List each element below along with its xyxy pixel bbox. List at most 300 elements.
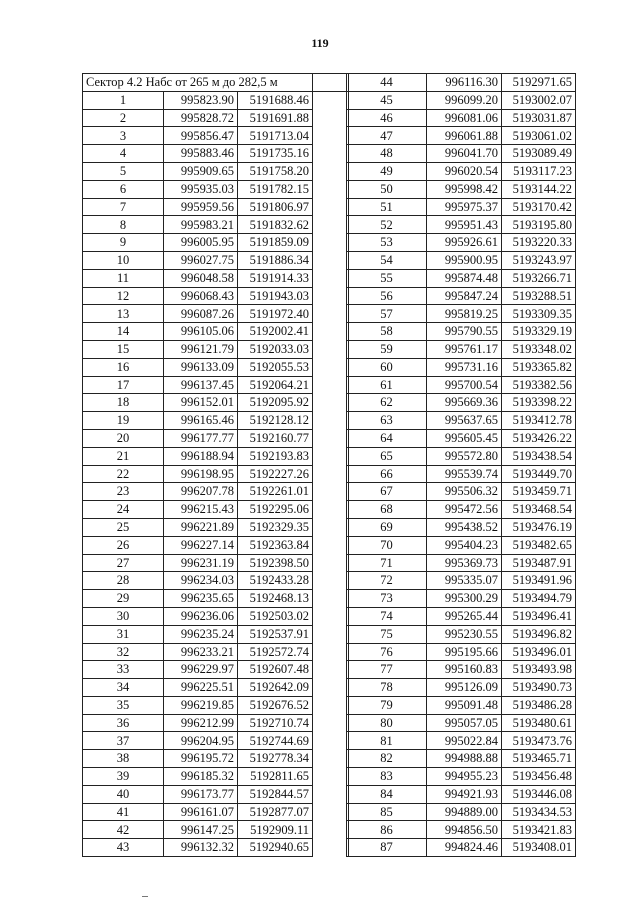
x-coordinate-cell: 995998.42 [427,180,502,198]
x-coordinate-cell: 996099.20 [427,91,502,109]
table-row [347,768,576,786]
table-row [347,607,576,625]
x-coordinate-cell: 995819.25 [427,305,502,323]
table-row [347,465,576,483]
x-coordinate-cell: 996236.06 [164,607,238,625]
y-coordinate-cell: 5193496.41 [502,607,576,625]
y-coordinate-cell: 5192033.03 [238,340,313,358]
table-row [347,625,576,643]
table-row [83,679,349,697]
table-row [347,340,576,358]
y-coordinate-cell: 5193031.87 [502,109,576,127]
x-coordinate-cell: 995926.61 [427,234,502,252]
y-coordinate-cell: 5192193.83 [238,447,313,465]
y-coordinate-cell: 5191832.62 [238,216,313,234]
point-number-cell: 87 [347,839,427,857]
empty-cell [313,234,349,252]
table-row [83,839,349,857]
table-row [83,394,349,412]
x-coordinate-cell: 995856.47 [164,127,238,145]
point-number-cell: 37 [83,732,164,750]
y-coordinate-cell: 5192433.28 [238,572,313,590]
point-number-cell: 82 [347,750,427,768]
empty-cell [313,518,349,536]
point-number-cell: 39 [83,768,164,786]
x-coordinate-cell: 996227.14 [164,536,238,554]
table-row [347,696,576,714]
x-coordinate-cell: 996229.97 [164,661,238,679]
x-coordinate-cell: 995300.29 [427,590,502,608]
empty-cell [313,287,349,305]
point-number-cell: 62 [347,394,427,412]
y-coordinate-cell: 5192128.12 [238,412,313,430]
point-number-cell: 13 [83,305,164,323]
point-number-cell: 75 [347,625,427,643]
x-coordinate-cell: 995900.95 [427,251,502,269]
y-coordinate-cell: 5192055.53 [238,358,313,376]
empty-cell [313,216,349,234]
table-row [347,429,576,447]
y-coordinate-cell: 5191943.03 [238,287,313,305]
table-row [347,785,576,803]
table-row [83,269,349,287]
y-coordinate-cell: 5191713.04 [238,127,313,145]
point-number-cell: 48 [347,145,427,163]
y-coordinate-cell: 5193482.65 [502,536,576,554]
x-coordinate-cell: 995823.90 [164,91,238,109]
table-row [347,750,576,768]
point-number-cell: 80 [347,714,427,732]
table-row [83,251,349,269]
y-coordinate-cell: 5193487.91 [502,554,576,572]
point-number-cell: 74 [347,607,427,625]
empty-cell [313,74,349,92]
empty-cell [313,554,349,572]
point-number-cell: 57 [347,305,427,323]
y-coordinate-cell: 5192363.84 [238,536,313,554]
table-row [347,803,576,821]
x-coordinate-cell: 995438.52 [427,518,502,536]
empty-cell [313,803,349,821]
empty-cell [313,447,349,465]
empty-cell [313,198,349,216]
x-coordinate-cell: 995057.05 [427,714,502,732]
y-coordinate-cell: 5193438.54 [502,447,576,465]
empty-cell [313,394,349,412]
y-coordinate-cell: 5193491.96 [502,572,576,590]
empty-cell [313,127,349,145]
point-number-cell: 85 [347,803,427,821]
y-coordinate-cell: 5192064.21 [238,376,313,394]
point-number-cell: 35 [83,696,164,714]
point-number-cell: 83 [347,768,427,786]
x-coordinate-cell: 994824.46 [427,839,502,857]
x-coordinate-cell: 995091.48 [427,696,502,714]
table-row [347,661,576,679]
empty-cell [313,643,349,661]
point-number-cell: 15 [83,340,164,358]
point-number-cell: 16 [83,358,164,376]
y-coordinate-cell: 5193456.48 [502,768,576,786]
empty-cell [313,109,349,127]
x-coordinate-cell: 996234.03 [164,572,238,590]
x-coordinate-cell: 995669.36 [427,394,502,412]
table-row [83,376,349,394]
point-number-cell: 1 [83,91,164,109]
y-coordinate-cell: 5193486.28 [502,696,576,714]
y-coordinate-cell: 5193348.02 [502,340,576,358]
x-coordinate-cell: 996005.95 [164,234,238,252]
table-row [83,821,349,839]
empty-cell [313,607,349,625]
y-coordinate-cell: 5191688.46 [238,91,313,109]
point-number-cell: 81 [347,732,427,750]
table-row [83,234,349,252]
x-coordinate-cell: 995539.74 [427,465,502,483]
y-coordinate-cell: 5193496.01 [502,643,576,661]
point-number-cell: 36 [83,714,164,732]
x-coordinate-cell: 996147.25 [164,821,238,839]
x-coordinate-cell: 996207.78 [164,483,238,501]
y-coordinate-cell: 5192607.48 [238,661,313,679]
y-coordinate-cell: 5193412.78 [502,412,576,430]
table-row [83,501,349,519]
point-number-cell: 34 [83,679,164,697]
empty-cell [313,269,349,287]
y-coordinate-cell: 5193243.97 [502,251,576,269]
empty-cell [313,661,349,679]
table-row [347,643,576,661]
point-number-cell: 31 [83,625,164,643]
x-coordinate-cell: 995983.21 [164,216,238,234]
y-coordinate-cell: 5192329.35 [238,518,313,536]
point-number-cell: 2 [83,109,164,127]
y-coordinate-cell: 5191735.16 [238,145,313,163]
y-coordinate-cell: 5193382.56 [502,376,576,394]
point-number-cell: 66 [347,465,427,483]
table-row [347,127,576,145]
y-coordinate-cell: 5193434.53 [502,803,576,821]
x-coordinate-cell: 996132.32 [164,839,238,857]
table-row [83,216,349,234]
point-number-cell: 22 [83,465,164,483]
point-number-cell: 26 [83,536,164,554]
point-number-cell: 78 [347,679,427,697]
x-coordinate-cell: 995883.46 [164,145,238,163]
table-row [347,518,576,536]
point-number-cell: 53 [347,234,427,252]
table-row [347,714,576,732]
table-row [347,323,576,341]
point-number-cell: 86 [347,821,427,839]
x-coordinate-cell: 995160.83 [427,661,502,679]
point-number-cell: 33 [83,661,164,679]
empty-cell [313,251,349,269]
empty-cell [313,732,349,750]
point-number-cell: 49 [347,162,427,180]
point-number-cell: 10 [83,251,164,269]
x-coordinate-cell: 995790.55 [427,323,502,341]
x-coordinate-cell: 996235.65 [164,590,238,608]
empty-cell [313,572,349,590]
point-number-cell: 56 [347,287,427,305]
point-number-cell: 32 [83,643,164,661]
table-header-row [83,74,349,92]
table-row [83,607,349,625]
point-number-cell: 65 [347,447,427,465]
y-coordinate-cell: 5193496.82 [502,625,576,643]
x-coordinate-cell: 996105.06 [164,323,238,341]
x-coordinate-cell: 995637.65 [427,412,502,430]
point-number-cell: 27 [83,554,164,572]
table-row [83,803,349,821]
point-number-cell: 52 [347,216,427,234]
y-coordinate-cell: 5193266.71 [502,269,576,287]
x-coordinate-cell: 995265.44 [427,607,502,625]
point-number-cell: 17 [83,376,164,394]
x-coordinate-cell: 995506.32 [427,483,502,501]
y-coordinate-cell: 5192877.07 [238,803,313,821]
point-number-cell: 72 [347,572,427,590]
table-row [83,768,349,786]
x-coordinate-cell: 995195.66 [427,643,502,661]
x-coordinate-cell: 996221.89 [164,518,238,536]
empty-cell [313,465,349,483]
y-coordinate-cell: 5192537.91 [238,625,313,643]
point-number-cell: 28 [83,572,164,590]
y-coordinate-cell: 5193365.82 [502,358,576,376]
point-number-cell: 20 [83,429,164,447]
empty-cell [313,696,349,714]
table-row [83,554,349,572]
x-coordinate-cell: 995404.23 [427,536,502,554]
x-coordinate-cell: 994856.50 [427,821,502,839]
table-row [347,91,576,109]
point-number-cell: 40 [83,785,164,803]
table-row [83,483,349,501]
point-number-cell: 84 [347,785,427,803]
table-row [83,180,349,198]
y-coordinate-cell: 5191914.33 [238,269,313,287]
point-number-cell: 41 [83,803,164,821]
point-number-cell: 46 [347,109,427,127]
x-coordinate-cell: 996116.30 [427,74,502,92]
y-coordinate-cell: 5192710.74 [238,714,313,732]
y-coordinate-cell: 5193408.01 [502,839,576,857]
point-number-cell: 59 [347,340,427,358]
point-number-cell: 30 [83,607,164,625]
y-coordinate-cell: 5193459.71 [502,483,576,501]
point-number-cell: 69 [347,518,427,536]
table-row [83,572,349,590]
point-number-cell: 14 [83,323,164,341]
x-coordinate-cell: 995975.37 [427,198,502,216]
y-coordinate-cell: 5193476.19 [502,518,576,536]
y-coordinate-cell: 5193446.08 [502,785,576,803]
table-row [83,162,349,180]
y-coordinate-cell: 5193493.98 [502,661,576,679]
x-coordinate-cell: 996165.46 [164,412,238,430]
table-row [347,536,576,554]
point-number-cell: 51 [347,198,427,216]
x-coordinate-cell: 996027.75 [164,251,238,269]
y-coordinate-cell: 5193089.49 [502,145,576,163]
table-row [83,732,349,750]
table-row [83,536,349,554]
x-coordinate-cell: 995731.16 [427,358,502,376]
table-row [83,287,349,305]
empty-cell [313,750,349,768]
x-coordinate-cell: 996219.85 [164,696,238,714]
point-number-cell: 5 [83,162,164,180]
x-coordinate-cell: 996225.51 [164,679,238,697]
y-coordinate-cell: 5192227.26 [238,465,313,483]
point-number-cell: 7 [83,198,164,216]
empty-cell [313,145,349,163]
point-number-cell: 76 [347,643,427,661]
y-coordinate-cell: 5193309.35 [502,305,576,323]
x-coordinate-cell: 994955.23 [427,768,502,786]
point-number-cell: 64 [347,429,427,447]
table-row [83,447,349,465]
y-coordinate-cell: 5193220.33 [502,234,576,252]
x-coordinate-cell: 996041.70 [427,145,502,163]
point-number-cell: 54 [347,251,427,269]
point-number-cell: 47 [347,127,427,145]
table-row [83,625,349,643]
table-row [347,145,576,163]
x-coordinate-cell: 995369.73 [427,554,502,572]
empty-cell [313,768,349,786]
table-row [347,376,576,394]
y-coordinate-cell: 5193473.76 [502,732,576,750]
y-coordinate-cell: 5191691.88 [238,109,313,127]
point-number-cell: 43 [83,839,164,857]
table-row [83,127,349,145]
point-number-cell: 18 [83,394,164,412]
empty-cell [313,162,349,180]
x-coordinate-cell: 995828.72 [164,109,238,127]
empty-cell [313,590,349,608]
x-coordinate-cell: 996087.26 [164,305,238,323]
x-coordinate-cell: 996231.19 [164,554,238,572]
table-row [83,91,349,109]
point-number-cell: 61 [347,376,427,394]
x-coordinate-cell: 996133.09 [164,358,238,376]
table-row [347,269,576,287]
table-row [347,554,576,572]
y-coordinate-cell: 5191972.40 [238,305,313,323]
table-row [83,340,349,358]
table-row [347,216,576,234]
y-coordinate-cell: 5193490.73 [502,679,576,697]
y-coordinate-cell: 5191859.09 [238,234,313,252]
x-coordinate-cell: 996195.72 [164,750,238,768]
y-coordinate-cell: 5193288.51 [502,287,576,305]
point-number-cell: 73 [347,590,427,608]
y-coordinate-cell: 5192295.06 [238,501,313,519]
y-coordinate-cell: 5193465.71 [502,750,576,768]
point-number-cell: 67 [347,483,427,501]
table-row [83,198,349,216]
y-coordinate-cell: 5192160.77 [238,429,313,447]
x-coordinate-cell: 996061.88 [427,127,502,145]
x-coordinate-cell: 996048.58 [164,269,238,287]
y-coordinate-cell: 5193421.83 [502,821,576,839]
page-number: 119 [311,36,329,50]
empty-cell [313,429,349,447]
point-number-cell: 8 [83,216,164,234]
y-coordinate-cell: 5193449.70 [502,465,576,483]
table-row [347,198,576,216]
x-coordinate-cell: 996068.43 [164,287,238,305]
table-row [347,251,576,269]
y-coordinate-cell: 5193480.61 [502,714,576,732]
x-coordinate-cell: 996137.45 [164,376,238,394]
table-row [83,518,349,536]
table-row [83,305,349,323]
x-coordinate-cell: 994889.00 [427,803,502,821]
table-row [347,501,576,519]
x-coordinate-cell: 995572.80 [427,447,502,465]
x-coordinate-cell: 995230.55 [427,625,502,643]
x-coordinate-cell: 996212.99 [164,714,238,732]
x-coordinate-cell: 995126.09 [427,679,502,697]
y-coordinate-cell: 5193002.07 [502,91,576,109]
point-number-cell: 44 [347,74,427,92]
y-coordinate-cell: 5192909.11 [238,821,313,839]
x-coordinate-cell: 994988.88 [427,750,502,768]
x-coordinate-cell: 996215.43 [164,501,238,519]
point-number-cell: 45 [347,91,427,109]
y-coordinate-cell: 5193061.02 [502,127,576,145]
x-coordinate-cell: 996198.95 [164,465,238,483]
y-coordinate-cell: 5193144.22 [502,180,576,198]
point-number-cell: 50 [347,180,427,198]
y-coordinate-cell: 5192261.01 [238,483,313,501]
empty-cell [313,376,349,394]
x-coordinate-cell: 996020.54 [427,162,502,180]
empty-cell [313,839,349,857]
x-coordinate-cell: 995951.43 [427,216,502,234]
x-coordinate-cell: 996185.32 [164,768,238,786]
table-row [83,643,349,661]
x-coordinate-cell: 995761.17 [427,340,502,358]
point-number-cell: 63 [347,412,427,430]
point-number-cell: 42 [83,821,164,839]
y-coordinate-cell: 5192971.65 [502,74,576,92]
point-number-cell: 70 [347,536,427,554]
x-coordinate-cell: 994921.93 [427,785,502,803]
y-coordinate-cell: 5193170.42 [502,198,576,216]
x-coordinate-cell: 996152.01 [164,394,238,412]
point-number-cell: 9 [83,234,164,252]
table-row [83,145,349,163]
table-row [83,661,349,679]
x-coordinate-cell: 995909.65 [164,162,238,180]
x-coordinate-cell: 996081.06 [427,109,502,127]
point-number-cell: 25 [83,518,164,536]
y-coordinate-cell: 5191806.97 [238,198,313,216]
table-row [347,821,576,839]
empty-cell [313,714,349,732]
table-row [347,412,576,430]
table-row [347,572,576,590]
empty-cell [313,323,349,341]
table-row [83,323,349,341]
x-coordinate-cell: 995935.03 [164,180,238,198]
point-number-cell: 19 [83,412,164,430]
